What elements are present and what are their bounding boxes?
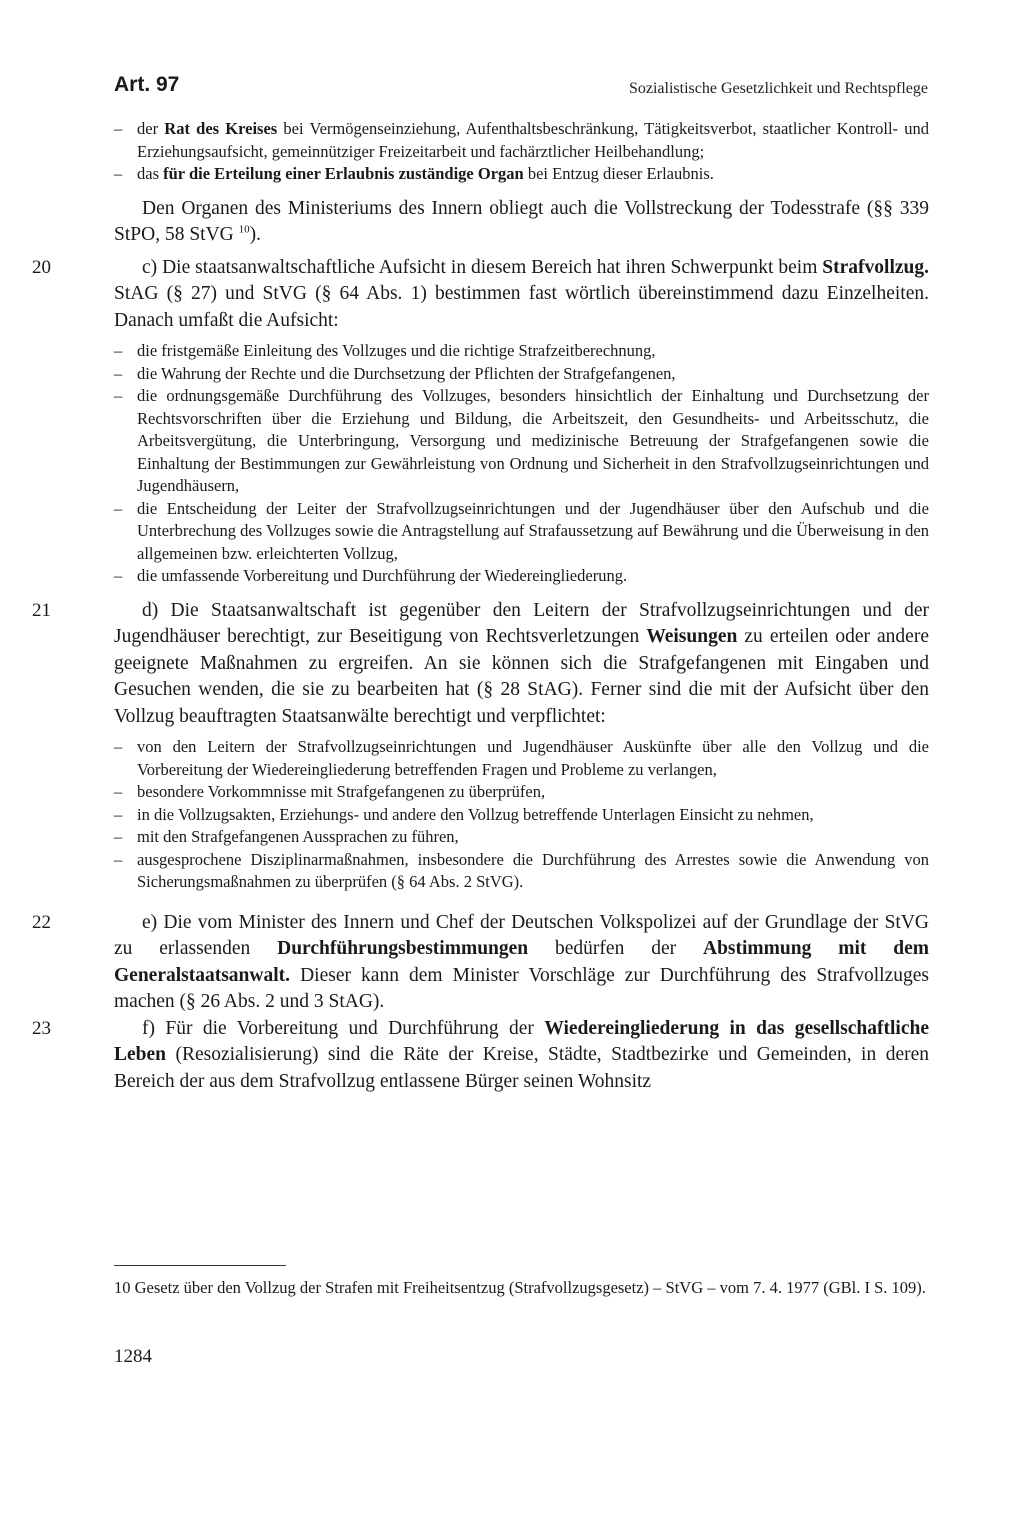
list-item: – in die Vollzugsakten, Erziehungs- und andere den Vollzug betreffende Unterlagen Einsicht zu nehmen,: [114, 804, 929, 827]
list-item: – mit den Strafgefangenen Aussprachen zu führen,: [114, 826, 929, 849]
margin-number: 20: [32, 256, 51, 278]
paragraph-21: 21 d) Die Staatsanwaltschaft ist gegenüber den Leitern der Strafvollzugseinrichtungen und der Jugendhäuser berechtigt, zur Beseitigung von Rechtsverletzungen Weisungen zu erteilen oder andere geeignete Maßnahmen zu ergreifen. An sie können sich die Strafgefangenen mit Eingaben und Gesuchen wenden, die sie zu bearbeiten hat (§ 28 StAG). Ferner sind die mit der Aufsicht über den Vollzug beauftragten Staatsanwälte berechtigt und verpflichtet:: [32, 599, 929, 727]
dash-bullet: –: [114, 782, 123, 801]
bold-term: Rat des Kreises: [164, 119, 278, 138]
list-item: – die ordnungsgemäße Durchführung des Vollzuges, besonders hinsichtlich der Einhaltung und Durchsetzung der Rechtsvorschriften über die Erziehung und Bildung, die Arbeitszeit, den Gesundheits- und Arbeitsschutz, die Arbeitsvergütung, die Unterbringung, Versorgung und medizinische Betreuung der Strafgefangenen sowie die Einhaltung der Bestimmungen zur Gewährleistung von Ordnung und Sicherheit in den Strafvollzugseinrichtungen und Jugendhäusern,: [114, 386, 929, 495]
dash-bullet: –: [114, 849, 123, 869]
list-item: – die Wahrung der Rechte und die Durchsetzung der Pflichten der Strafgefangenen,: [114, 363, 929, 386]
list-item: – die umfassende Vorbereitung und Durchführung der Wiedereingliederung.: [114, 565, 929, 588]
page-body: [32, 118, 930, 1095]
bold-term: Strafvollzug.: [822, 256, 929, 278]
list-item: – der Rat des Kreises bei Vermögenseinziehung, Aufenthaltsbeschränkung, Tätigkeitsverbot, staatlicher Kontroll- und Erziehungsaufsicht, gemeinnütziger Freizeitarbeit und fachärztlicher Heilbehandlung;: [114, 119, 930, 161]
list-item: – das für die Erteilung einer Erlaubnis zuständige Organ bei Entzug dieser Erlaubnis.: [114, 163, 929, 186]
dash-bullet: –: [114, 164, 123, 183]
paragraph-22: 22 e) Die vom Minister des Innern und Chef der Deutschen Volkspolizei auf der Grundlage der StVG zu erlassenden Durchführungsbestimmungen bedürfen der Abstimmung mit dem Generalstaatsanwalt. Dieser kann dem Minister Vorschläge zur Durchführung des Strafvollzuges machen (§ 26 Abs. 2 und 3 StAG).: [32, 911, 929, 1012]
bold-term: Wiedereingliederung in das gesellschaftliche Leben: [114, 1017, 929, 1065]
bold-term: Durchführungsbestimmungen: [277, 938, 529, 959]
bold-term: Abstimmung mit dem Generalstaatsanwalt.: [114, 938, 929, 986]
dash-bullet: –: [114, 804, 123, 824]
dash-bullet: –: [114, 737, 123, 756]
paragraph-20: 20 c) Die staatsanwaltschaftliche Aufsicht in diesem Bereich hat ihren Schwerpunkt beim Strafvollzug. StAG (§ 27) und StVG (§ 64 Abs. 1) bestimmen fast wörtlich übereinstimmend dazu Einzelheiten. Danach umfaßt die Aufsicht:: [32, 256, 929, 331]
list-item: – die fristgemäße Einleitung des Vollzuges und die richtige Strafzeitberechnung,: [114, 340, 929, 363]
list-item: – ausgesprochene Disziplinarmaßnahmen, insbesondere die Durchführung des Arrestes sowie die Anwendung von Sicherungsmaßnahmen zu überprüfen (§ 64 Abs. 2 StVG).: [114, 849, 929, 891]
footnote-divider: [114, 1265, 286, 1266]
footnote: 10 Gesetz über den Vollzug der Strafen mit Freiheitsentzug (Strafvollzugsgesetz) – StVG – vom 7. 4. 1977 (GBl. I S. 109).: [114, 1278, 926, 1297]
margin-number: 23: [32, 1017, 51, 1039]
dash-bullet: –: [114, 119, 123, 138]
dash-bullet: –: [114, 566, 123, 585]
dash-bullet: –: [114, 386, 123, 405]
page-number: 1284: [114, 1346, 152, 1367]
running-title: Sozialistische Gesetzlichkeit und Rechtspflege: [628, 80, 928, 97]
paragraph-23: 23 f) Für die Vorbereitung und Durchführung der Wiedereingliederung in das gesellschaftliche Leben (Resozialisierung) sind die Räte der Kreise, Städte, Stadtbezirke und Gemeinden, in deren Bereich der aus dem Strafvollzug entlassene Bürger seinen Wohnsitz: [32, 1017, 929, 1092]
bold-term: für die Erteilung einer Erlaubnis zuständige Organ: [163, 164, 524, 183]
margin-number: 21: [32, 599, 51, 621]
dash-bullet: –: [114, 341, 123, 360]
list-item: – besondere Vorkommnisse mit Strafgefangenen zu überprüfen,: [114, 781, 929, 804]
dash-bullet: –: [114, 363, 123, 383]
list-item: – von den Leitern der Strafvollzugseinrichtungen und Jugendhäuser Auskünfte über alle den Vollzug und die Vorbereitung der Wiedereingliederung betreffenden Fragen und Probleme zu verlangen,: [114, 737, 929, 779]
dash-bullet: –: [114, 827, 123, 846]
list-item: – die Entscheidung der Leiter der Strafvollzugseinrichtungen und der Jugendhäuser über den Aufschub und die Unterbrechung des Vollzuges sowie die Antragstellung auf Strafaussetzung auf Bewährung und die Überweisung in den allgemeinen bzw. erleichterten Vollzug,: [114, 498, 929, 563]
paragraph-todesstrafe: Den Organen des Ministeriums des Innern obliegt auch die Vollstreckung der Todesstrafe (§§ 339 StPO, 58 StVG $^{10}$).: [114, 197, 929, 245]
footnote-ref[interactable]: 10: [238, 223, 250, 236]
bold-term: Weisungen: [646, 626, 738, 647]
dash-bullet: –: [114, 498, 123, 518]
article-heading: Art. 97: [114, 73, 180, 96]
margin-number: 22: [32, 911, 51, 933]
